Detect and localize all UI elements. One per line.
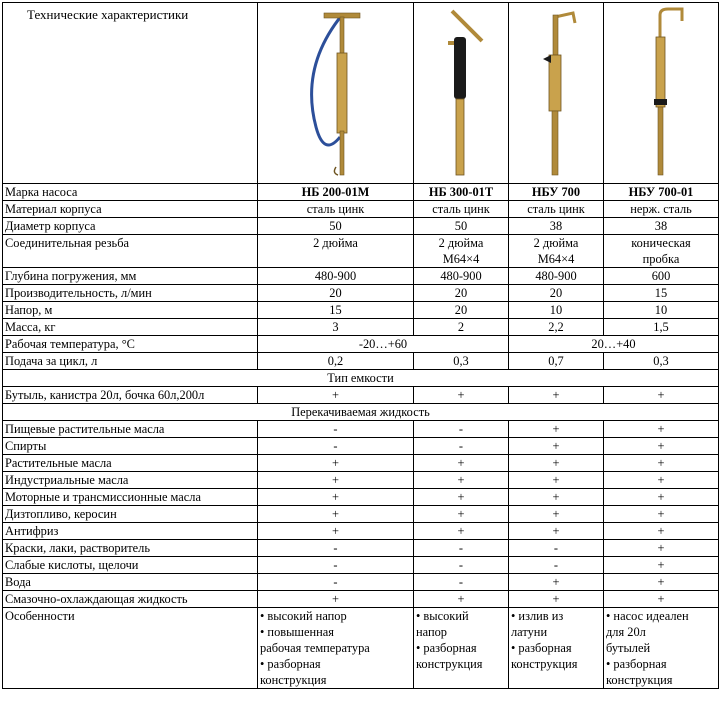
cell-value: -20…+60 xyxy=(258,336,509,353)
cell-value: сталь цинк xyxy=(258,201,414,218)
row-label: Глубина погружения, мм xyxy=(3,268,258,285)
row-label: Материал корпуса xyxy=(3,201,258,218)
feature-line: • насос идеален xyxy=(606,609,689,623)
specs-table xyxy=(2,2,719,689)
cell-value: + xyxy=(604,506,719,523)
cell-value: + xyxy=(414,506,509,523)
page-title: Технические характеристики xyxy=(3,3,258,184)
feature-line: латуни xyxy=(511,625,548,639)
per-cycle-row xyxy=(3,353,719,370)
cell-value: + xyxy=(604,523,719,540)
liquid-row xyxy=(3,438,719,455)
row-label: Рабочая температура, °C xyxy=(3,336,258,353)
cell-value: - xyxy=(258,421,414,438)
capacity-row xyxy=(3,285,719,302)
cell-value: 10 xyxy=(604,302,719,319)
cell-value: + xyxy=(509,591,604,608)
cell-value: 600 xyxy=(604,268,719,285)
cell-value: + xyxy=(604,438,719,455)
cell-value: + xyxy=(414,523,509,540)
thread-line: коническая xyxy=(631,236,691,250)
brass-hand-pump-with-hose-icon xyxy=(286,7,386,179)
feature-line: конструкция xyxy=(416,657,483,671)
features-row xyxy=(3,608,719,689)
container-row xyxy=(3,387,719,404)
container-heading-row xyxy=(3,370,719,387)
cell-value: - xyxy=(509,540,604,557)
cell-value: + xyxy=(414,489,509,506)
cell-value: 20 xyxy=(414,285,509,302)
model-name: НБУ 700 xyxy=(509,184,604,201)
feature-line: • высокий xyxy=(416,609,469,623)
cell-value: 50 xyxy=(414,218,509,235)
feature-line: • разборная xyxy=(416,641,477,655)
row-label: Слабые кислоты, щелочи xyxy=(3,557,258,574)
cell-value: сталь цинк xyxy=(414,201,509,218)
cell-value: + xyxy=(604,455,719,472)
feature-line: конструкция xyxy=(260,673,327,687)
cell-value: + xyxy=(604,591,719,608)
cell-value: + xyxy=(509,387,604,404)
feature-line: • разборная xyxy=(606,657,667,671)
cell-value: + xyxy=(258,591,414,608)
liquid-row xyxy=(3,489,719,506)
row-label: Смазочно-охлаждающая жидкость xyxy=(3,591,258,608)
cell-value xyxy=(258,235,414,268)
liquid-row xyxy=(3,557,719,574)
row-label: Особенности xyxy=(3,608,258,689)
row-label: Краски, лаки, растворитель xyxy=(3,540,258,557)
head-row xyxy=(3,302,719,319)
cell-value: + xyxy=(414,591,509,608)
row-label: Подача за цикл, л xyxy=(3,353,258,370)
cell-value xyxy=(414,235,509,268)
liquid-row xyxy=(3,506,719,523)
row-label: Дизтопливо, керосин xyxy=(3,506,258,523)
cell-value: + xyxy=(509,438,604,455)
liquid-row xyxy=(3,574,719,591)
cell-value: 0,7 xyxy=(509,353,604,370)
thread-line: М64×4 xyxy=(442,252,480,266)
liquid-row xyxy=(3,523,719,540)
cell-value xyxy=(604,235,719,268)
cell-value: - xyxy=(258,540,414,557)
row-label: Соединительная резьба xyxy=(3,235,258,268)
feature-line: бутылей xyxy=(606,641,651,655)
cell-value: 15 xyxy=(604,285,719,302)
row-label: Индустриальные масла xyxy=(3,472,258,489)
feature-line: конструкция xyxy=(606,673,673,687)
cell-value: + xyxy=(414,472,509,489)
cell-value: + xyxy=(509,472,604,489)
cell-value: 20…+40 xyxy=(509,336,719,353)
row-label: Напор, м xyxy=(3,302,258,319)
cell-value: - xyxy=(258,438,414,455)
cell-value: - xyxy=(414,574,509,591)
cell-value: 0,3 xyxy=(604,353,719,370)
row-label: Спирты xyxy=(3,438,258,455)
features-cell xyxy=(509,608,604,689)
thread-line: 2 дюйма xyxy=(438,236,484,250)
feature-line: • разборная xyxy=(260,657,321,671)
cell-value: + xyxy=(414,455,509,472)
liquid-row xyxy=(3,591,719,608)
feature-line: конструкция xyxy=(511,657,578,671)
cell-value: + xyxy=(604,557,719,574)
cell-value: - xyxy=(414,438,509,455)
thread-line: 2 дюйма xyxy=(533,236,579,250)
row-label: Масса, кг xyxy=(3,319,258,336)
cell-value: сталь цинк xyxy=(509,201,604,218)
cell-value: - xyxy=(509,557,604,574)
row-label: Антифриз xyxy=(3,523,258,540)
cell-value: + xyxy=(604,387,719,404)
model-name: НБ 300-01Т xyxy=(414,184,509,201)
features-cell xyxy=(258,608,414,689)
cell-value: 2,2 xyxy=(509,319,604,336)
liquids-heading-row xyxy=(3,404,719,421)
row-label: Диаметр корпуса xyxy=(3,218,258,235)
cell-value: 0,3 xyxy=(414,353,509,370)
model-name: НБУ 700-01 xyxy=(604,184,719,201)
cell-value: + xyxy=(604,489,719,506)
cell-value: + xyxy=(414,387,509,404)
thread-line: 2 дюйма xyxy=(313,236,358,250)
cell-value: + xyxy=(604,540,719,557)
row-label: Вода xyxy=(3,574,258,591)
section-heading: Перекачиваемая жидкость xyxy=(3,404,719,421)
cell-value: 3 xyxy=(258,319,414,336)
cell-value: - xyxy=(258,557,414,574)
model-name: НБ 200-01М xyxy=(258,184,414,201)
features-cell xyxy=(414,608,509,689)
cell-value: + xyxy=(509,421,604,438)
cell-value: 38 xyxy=(509,218,604,235)
cell-value: + xyxy=(604,421,719,438)
cell-value: 10 xyxy=(509,302,604,319)
depth-row xyxy=(3,268,719,285)
cell-value: 480-900 xyxy=(509,268,604,285)
row-label: Марка насоса xyxy=(3,184,258,201)
photo-row xyxy=(3,3,719,184)
cell-value: + xyxy=(258,506,414,523)
cell-value: 50 xyxy=(258,218,414,235)
cell-value: 15 xyxy=(258,302,414,319)
cell-value: 1,5 xyxy=(604,319,719,336)
cell-value: - xyxy=(258,574,414,591)
liquid-row xyxy=(3,540,719,557)
row-label: Моторные и трансмиссионные масла xyxy=(3,489,258,506)
mass-row xyxy=(3,319,719,336)
brass-pump-with-hook-spout-icon xyxy=(626,7,696,179)
cell-value: - xyxy=(414,557,509,574)
row-label: Бутыль, канистра 20л, бочка 60л,200л xyxy=(3,387,258,404)
diameter-row xyxy=(3,218,719,235)
cell-value: 20 xyxy=(258,285,414,302)
brass-pump-with-side-spout-icon xyxy=(521,7,591,179)
cell-value: 2 xyxy=(414,319,509,336)
thread-line: М64×4 xyxy=(537,252,575,266)
temperature-row xyxy=(3,336,719,353)
feature-line: рабочая температура xyxy=(260,641,370,655)
liquid-row xyxy=(3,421,719,438)
cell-value: + xyxy=(509,455,604,472)
material-row xyxy=(3,201,719,218)
cell-value: + xyxy=(258,387,414,404)
pump-photo-nb300 xyxy=(414,3,509,184)
cell-value: 20 xyxy=(414,302,509,319)
feature-line: • повышенная xyxy=(260,625,334,639)
section-heading: Тип емкости xyxy=(3,370,719,387)
liquid-row xyxy=(3,455,719,472)
row-label: Пищевые растительные масла xyxy=(3,421,258,438)
row-label: Растительные масла xyxy=(3,455,258,472)
liquid-row xyxy=(3,472,719,489)
cell-value: 38 xyxy=(604,218,719,235)
cell-value: + xyxy=(509,506,604,523)
cell-value xyxy=(509,235,604,268)
pump-photo-nbu700 xyxy=(509,3,604,184)
feature-line: • излив из xyxy=(511,609,564,623)
cell-value: + xyxy=(258,489,414,506)
cell-value: + xyxy=(509,489,604,506)
cell-value: 480-900 xyxy=(414,268,509,285)
cell-value: + xyxy=(509,523,604,540)
cell-value: 0,2 xyxy=(258,353,414,370)
cell-value: + xyxy=(604,574,719,591)
cell-value: + xyxy=(509,574,604,591)
thread-row xyxy=(3,235,719,268)
pump-photo-nb200 xyxy=(258,3,414,184)
feature-line: • высокий напор xyxy=(260,609,347,623)
hand-pump-with-black-grip-icon xyxy=(426,7,496,179)
feature-line: напор xyxy=(416,625,447,639)
cell-value: 480-900 xyxy=(258,268,414,285)
cell-value: + xyxy=(258,472,414,489)
feature-line: • разборная xyxy=(511,641,572,655)
thread-line: пробка xyxy=(642,252,680,266)
cell-value: + xyxy=(604,472,719,489)
cell-value: нерж. сталь xyxy=(604,201,719,218)
cell-value: + xyxy=(258,455,414,472)
pump-photo-nbu700-01 xyxy=(604,3,719,184)
features-cell xyxy=(604,608,719,689)
row-label: Производительность, л/мин xyxy=(3,285,258,302)
model-row xyxy=(3,184,719,201)
feature-line: для 20л xyxy=(606,625,646,639)
cell-value: - xyxy=(414,540,509,557)
cell-value: 20 xyxy=(509,285,604,302)
cell-value: + xyxy=(258,523,414,540)
cell-value: - xyxy=(414,421,509,438)
